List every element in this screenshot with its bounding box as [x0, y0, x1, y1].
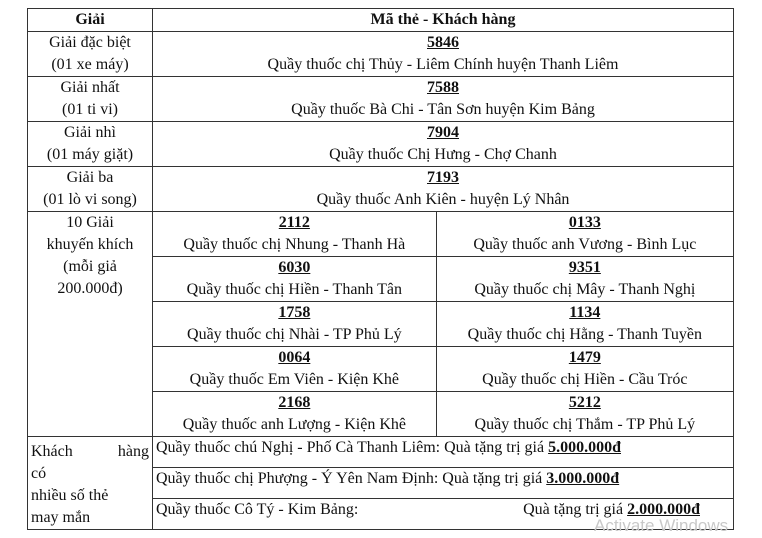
- header-card-customer: Mã thẻ - Khách hàng: [153, 9, 734, 32]
- winner-customer: Quầy thuốc chị Hằng - Thanh Tuyền: [467, 326, 702, 343]
- prize-table: [27, 8, 734, 530]
- winner-customer: Quầy thuốc anh Vương - Bình Lục: [473, 236, 697, 253]
- winner-customer: Quầy thuốc chị Nhung - Thanh Hà: [183, 236, 406, 253]
- first-prize-row: [28, 77, 734, 122]
- first-prize-title: Giải nhất: [60, 79, 120, 96]
- winner-code: 2112: [278, 214, 310, 231]
- second-prize-row: [28, 122, 734, 167]
- winner-customer: Quầy thuốc Em Viên - Kiện Khê: [189, 371, 400, 388]
- consolation-winner: [436, 212, 733, 257]
- lucky-gift-amount: 2.000.000đ: [627, 501, 700, 518]
- third-prize-gift: (01 lò vi song): [43, 191, 137, 208]
- consolation-winner: [436, 257, 733, 302]
- lucky-customer: [153, 468, 734, 499]
- winner-code: 0133: [568, 214, 601, 231]
- special-prize-title: Giải đặc biệt: [49, 34, 131, 51]
- special-prize-gift: (01 xe máy): [51, 56, 129, 73]
- winner-code: 0064: [278, 349, 311, 366]
- first-prize-name: [28, 77, 153, 122]
- second-prize-code: 7904: [427, 124, 459, 141]
- third-prize-code: 7193: [427, 169, 459, 186]
- lucky-gift-text: Quà tặng trị giá: [523, 501, 628, 518]
- second-prize-customer: Quầy thuốc Chị Hưng - Chợ Chanh: [329, 146, 557, 163]
- third-prize-row: [28, 167, 734, 212]
- winner-code: 1758: [278, 304, 311, 321]
- consolation-name-line: 200.000đ): [57, 280, 123, 297]
- winner-customer: Quầy thuốc anh Lượng - Kiện Khê: [182, 416, 406, 433]
- consolation-winner: [153, 347, 437, 392]
- winner-customer: Quầy thuốc chị Mây - Thanh Nghị: [474, 281, 696, 298]
- first-prize-winner: [153, 77, 734, 122]
- winner-code: 1134: [569, 304, 601, 321]
- third-prize-winner: [153, 167, 734, 212]
- consolation-name-line: (mỗi giả: [63, 258, 117, 275]
- winner-customer: Quầy thuốc chị Thắm - TP Phủ Lý: [474, 416, 696, 433]
- header-row: [28, 9, 734, 32]
- lucky-gift-amount: 5.000.000đ: [548, 439, 621, 456]
- lucky-gift-amount: 3.000.000đ: [546, 470, 620, 487]
- lucky-customer-text: Quầy thuốc chị Phượng - Ý Yên Nam Định: Quà tặng trị giá: [156, 470, 547, 487]
- consolation-winner: [153, 302, 437, 347]
- winner-code: 9351: [568, 259, 601, 276]
- first-prize-code: 7588: [427, 79, 459, 96]
- consolation-winner: [153, 257, 437, 302]
- lucky-label-line: may mắn: [31, 509, 91, 526]
- winner-code: 1479: [568, 349, 601, 366]
- special-prize-customer: Quầy thuốc chị Thủy - Liêm Chính huyện Thanh Liêm: [267, 56, 619, 73]
- consolation-name-line: 10 Giải: [66, 214, 114, 231]
- winner-customer: Quầy thuốc chị Hiền - Cầu Tróc: [482, 371, 688, 388]
- header-prize: Giải: [28, 9, 153, 32]
- consolation-name-line: khuyến khích: [46, 236, 134, 253]
- winner-code: 6030: [278, 259, 311, 276]
- second-prize-winner: [153, 122, 734, 167]
- consolation-prize-name: [28, 212, 153, 437]
- lucky-customer-row: [28, 437, 734, 468]
- special-prize-code: 5846: [427, 34, 459, 51]
- lucky-customer: [153, 437, 734, 468]
- special-prize-winner: [153, 32, 734, 77]
- winner-customer: Quầy thuốc chị Nhài - TP Phủ Lý: [187, 326, 402, 343]
- winner-customer: Quầy thuốc chị Hiền - Thanh Tân: [186, 281, 403, 298]
- lucky-label-line: có: [31, 465, 47, 482]
- third-prize-title: Giải ba: [66, 169, 114, 186]
- second-prize-name: [28, 122, 153, 167]
- winner-code: 5212: [568, 394, 601, 411]
- lucky-customer-text: Quầy thuốc chú Nghị - Phố Cà Thanh Liêm: Quà tặng trị giá: [156, 439, 549, 456]
- consolation-winner: [436, 302, 733, 347]
- lucky-label-line: nhiều số thẻ: [31, 487, 109, 504]
- lucky-label-line: Khách hàng: [31, 443, 149, 460]
- first-prize-gift: (01 ti vi): [62, 101, 118, 118]
- second-prize-gift: (01 máy giặt): [46, 146, 134, 163]
- consolation-row: [28, 212, 734, 257]
- consolation-winner: [153, 392, 437, 437]
- second-prize-title: Giải nhì: [64, 124, 116, 141]
- consolation-winner: [153, 212, 437, 257]
- third-prize-name: [28, 167, 153, 212]
- third-prize-customer: Quầy thuốc Anh Kiên - huyện Lý Nhân: [316, 191, 570, 208]
- first-prize-customer: Quầy thuốc Bà Chi - Tân Sơn huyện Kim Bảng: [291, 101, 595, 118]
- consolation-winner: [436, 347, 733, 392]
- lucky-customer-label: [28, 437, 153, 530]
- activate-windows-watermark: Activate Windows: [594, 516, 729, 535]
- winner-code: 2168: [278, 394, 311, 411]
- consolation-winner: [436, 392, 733, 437]
- lucky-customer-text: Quầy thuốc Cô Tý - Kim Bảng:: [156, 501, 359, 518]
- special-prize-row: [28, 32, 734, 77]
- special-prize-name: [28, 32, 153, 77]
